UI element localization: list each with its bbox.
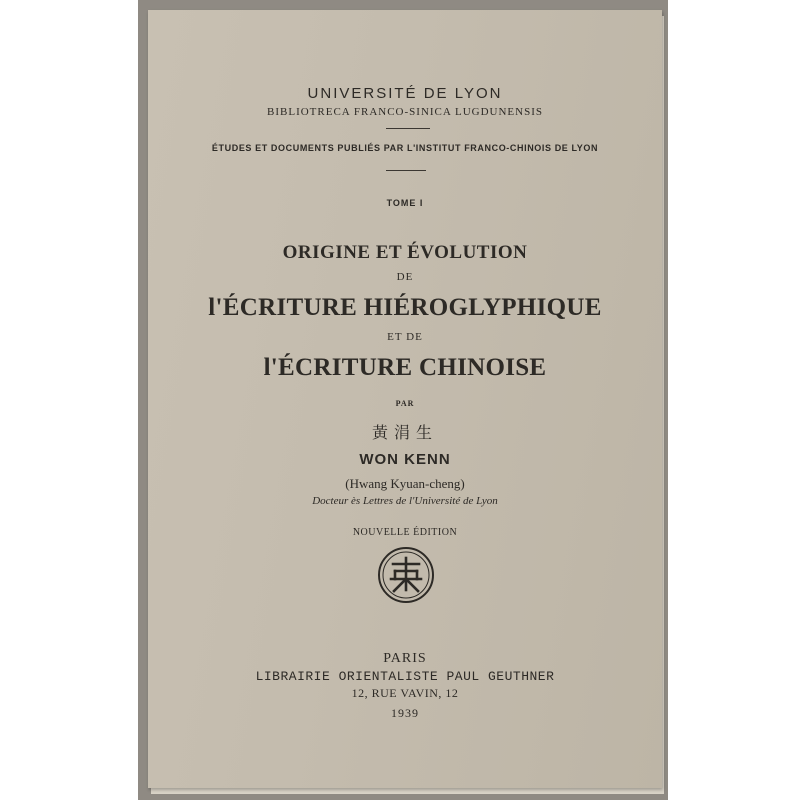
title-connector-etde: ET DE [387,331,423,343]
publisher-name: LIBRAIRIE ORIENTALISTE PAUL GEUTHNER [255,669,555,684]
author-name: WON KENN [359,451,451,468]
library-name: BIBLIOTRECA FRANCO-SINICA LUGDUNENSIS [267,106,543,118]
divider-rule [386,128,430,129]
author-chinese-name: 黃涓生 [371,423,438,442]
publication-city: PARIS [383,651,427,666]
edition-label: NOUVELLE ÉDITION [352,527,458,538]
title-line-1: ORIGINE ET ÉVOLUTION [282,242,528,263]
volume-number: TOME I [386,198,424,208]
publisher-emblem-icon [377,546,435,604]
title-connector-de: DE [396,271,414,283]
title-line-3: l'ÉCRITURE CHINOISE [263,354,547,381]
title-line-2: l'ÉCRITURE HIÉROGLYPHIQUE [208,294,602,321]
university-name: UNIVERSITÉ DE LYON [307,85,503,102]
series-name: ÉTUDES ET DOCUMENTS PUBLIÉS PAR L'INSTITUT FRANCO-CHINOIS DE LYON [211,143,599,153]
publication-year: 1939 [391,706,419,720]
publisher-address: 12, RUE VAVIN, 12 [351,686,459,700]
author-degree: Docteur ès Lettres de l'Université de Lyon [312,495,498,507]
author-alt-name: (Hwang Kyuan-cheng) [345,476,465,491]
by-label: PAR [395,399,415,408]
book-cover [148,10,662,788]
divider-rule [386,170,426,171]
